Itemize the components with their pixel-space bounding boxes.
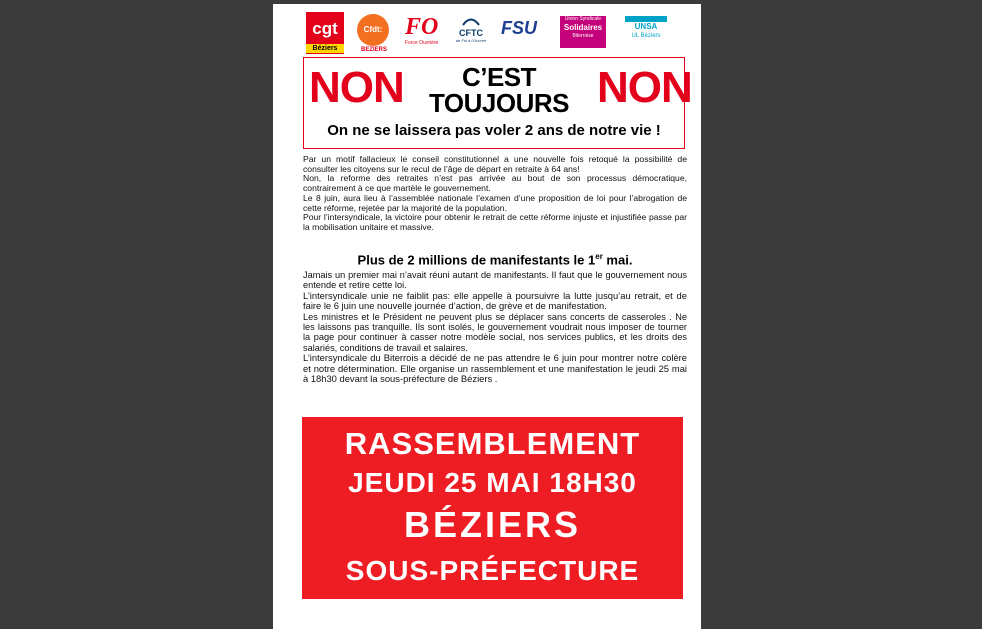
callout-location: SOUS-PRÉFECTURE	[345, 555, 640, 586]
subheading	[303, 249, 687, 268]
headline-non-right: NON	[597, 63, 692, 112]
intro-text	[303, 155, 687, 233]
subheading-end: mai.	[602, 252, 633, 268]
body-paragraph-1: Jamais un premier mai n’avait réuni autant de manifestants. Il faut que le gouvernement nous entende et retire cette loi.	[303, 270, 687, 291]
headline-box	[303, 57, 692, 149]
body-paragraph-2: L’intersyndicale unie ne faiblit pas: elle appelle à poursuivre la lutte jusqu’au retrait, et de faire le 6 juin une nouvelle journée d’action, de grève et de manifestation.	[303, 289, 687, 312]
fo-logo-sub: Force Ouvrière	[405, 40, 439, 46]
headline-subtitle: On ne se laissera pas voler 2 ans de notre vie !	[327, 122, 661, 139]
subheading-sup: er	[595, 252, 603, 261]
cftc-logo-text: CFTC	[459, 28, 483, 38]
unsa-logo-text: UNSA	[634, 22, 658, 31]
subheading-text: Plus de 2 millions de manifestants le 1	[357, 252, 596, 268]
cgt-logo-sub: Béziers	[306, 44, 344, 53]
cgt-logo	[306, 12, 344, 54]
cftc-emblem-icon	[461, 14, 481, 26]
solidaires-logo	[560, 16, 606, 48]
flyer-page	[273, 4, 701, 629]
callout-date-time: JEUDI 25 MAI 18H30	[348, 467, 637, 498]
solidaires-logo-top: Union Syndicale	[564, 16, 602, 22]
fsu-logo	[501, 18, 545, 46]
body-text	[303, 270, 687, 384]
solidaires-logo-sub: Biterroise	[572, 33, 594, 39]
intro-paragraph-4: Pour l’intersyndicale, la victoire pour obtenir le retrait de cette réforme injuste et injustifiée passe par la mobilisation unitaire et massive.	[303, 212, 687, 232]
cftc-logo-sub: de Foi à l'Ouvrier	[455, 38, 487, 43]
intro-paragraph-2: Non, la reforme des retraites n’est pas arrivée au bout de son processus démocratique, contrairement à ce que martèle le gouvernement.	[303, 173, 687, 194]
headline-cest: C’EST	[461, 62, 537, 92]
callout-city: BÉZIERS	[403, 504, 582, 545]
solidaires-logo-text: Solidaires	[563, 23, 603, 32]
body-paragraph-4: L’intersyndicale du Biterrois a décidé de ne pas attendre le 6 juin pour montrer notre colère et notre détermination. Elle organise un rassemblement et une manifestation le jeudi 25 mai à 18h30 devant la sous-préfecture de Béziers .	[303, 352, 687, 385]
cfdt-logo	[357, 14, 391, 54]
cftc-logo	[453, 14, 489, 50]
cfdt-logo-text: Cfdt:	[357, 14, 389, 46]
fsu-logo-text: FSU	[501, 18, 537, 38]
unsa-logo	[625, 16, 667, 50]
headline-toujours: TOUJOURS	[429, 88, 569, 118]
intro-paragraph-1: Par un motif fallacieux le conseil constitutionnel a une nouvelle fois retoqué la possibilité de consulter les citoyens sur le recul de l’âge de départ en retraite à 64 ans!	[303, 154, 687, 174]
headline-center	[404, 64, 594, 116]
intro-paragraph-3: Le 8 juin, aura lieu à l’assemblée nationale l’examen d’une proposition de loi pour l’abrogation de cette réforme, rejetée par la majorité de la population.	[303, 192, 687, 213]
fo-logo-text: FO	[405, 14, 439, 40]
union-logos	[273, 12, 701, 58]
cgt-logo-text: cgt	[312, 19, 338, 38]
fo-logo	[405, 14, 439, 50]
body-paragraph-3: Les ministres et le Président ne peuvent plus se déplacer sans concerts de casseroles . Ne les laissons pas tranquille. Ils sont isolés, le gouvernement voudrait nous imposer de tourner la page pour continuer à casser notre modèle social, nos services publics, et les droits des salariés, conditions de travail et salaires.	[303, 311, 687, 353]
unsa-logo-sub: UL Béziers	[631, 33, 661, 39]
cfdt-logo-sub: BEZIERS	[360, 47, 387, 53]
callout-rassemblement: RASSEMBLEMENT	[344, 426, 641, 461]
rally-callout	[302, 417, 683, 599]
headline-non-left: NON	[309, 63, 404, 112]
